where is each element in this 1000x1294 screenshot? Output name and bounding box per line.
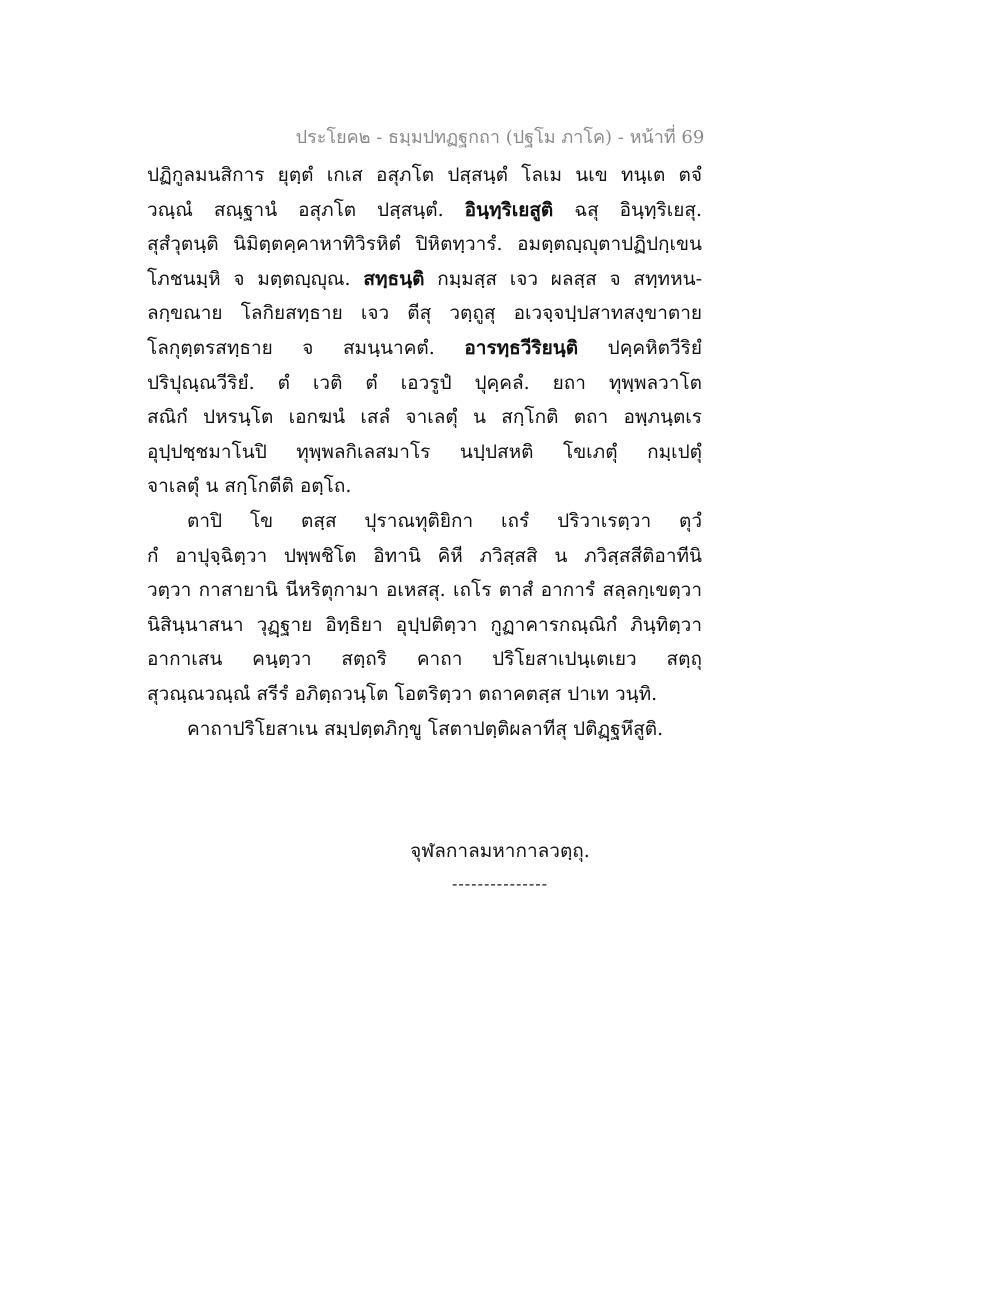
text-line: ปฏิกูลมนสิการ ยุตฺตํ เกเส อสุภโต ปสฺสนฺตํ โลเม นเข ทนฺเต ตจํ: [147, 164, 702, 186]
text-line: สุสํวุตนฺติ นิมิตฺตคฺคาหาทิวิรหิตํ ปิหิตทฺวารํ. อมตฺตญฺญุตาปฏิปกฺเขน: [147, 233, 702, 256]
text-line: อุปฺปชฺชมาโนปิ ทุพฺพลกิเลสมาโร นปฺปสหติ โขเภตุํ กมฺเปตุํ: [147, 440, 702, 463]
separator-line: ---------------: [451, 874, 549, 893]
text-segment: ฉสุ อินฺทฺริเยสุ.: [574, 198, 702, 221]
bold-term: สทฺธนฺติ: [363, 267, 425, 290]
text-line: [147, 193, 702, 228]
text-line: อากาเสน คนฺตฺวา สตฺถริ คาถา ปริโยสาเปนฺเตเยว สตฺถุ: [147, 648, 702, 671]
text-segment: วณฺณํ สณฺฐานํ อสุภโต ปสฺสนฺตํ.: [147, 198, 444, 221]
text-line: ปริปุณฺณวีริยํ. ตํ เวติ ตํ เอวรูปํ ปุคฺคลํ. ยถา ทุพฺพลวาโต: [147, 371, 702, 394]
text-line: [147, 262, 702, 297]
page-header-text: ประโยค๒ - ธมฺมปทฏฐกถา (ปฐโม ภาโค) - หน้าที่ 69: [295, 127, 705, 148]
text-line: กํ อาปุจฺฉิตฺวา ปพฺพชิโต อิทานิ คิหี ภวิสฺสสิ น ภวิสฺสสีติอาทีนิ: [147, 544, 702, 567]
text-line: ตาปิ โข ตสฺส ปุราณทุติยิกา เถรํ ปริวาเรตฺวา ตุวํ: [187, 509, 702, 532]
text-line: สณิกํ ปหรนฺโต เอกฆนํ เสลํ จาเลตุํ น สกฺโกติ ตถา อพฺภนฺตเร: [147, 406, 702, 429]
text-line: นิสินฺนาสนา วุฏฺฐาย อิทฺธิยา อุปฺปติตฺวา กูฏาคารกณฺณิกํ ภินฺทิตฺวา: [147, 613, 702, 636]
text-line: สุวณฺณวณฺณํ สรีรํ อภิตฺถวนฺโต โอตริตฺวา ตถาคตสฺส ปาเท วนฺทิ.: [147, 682, 658, 705]
text-line: วตฺวา กาสายานิ นีหริตุกามา อเหสสุ. เถโร ตาสํ อาการํ สลฺลกฺเขตฺวา: [147, 579, 702, 602]
text-segment: โลกุตฺตรสทฺธาย จ สมนฺนาคตํ.: [147, 336, 435, 359]
text-line: จาเลตุํ น สกฺโกตีติ อตฺโถ.: [147, 475, 352, 498]
bold-term: อารทฺธวีริยนฺติ: [464, 336, 579, 359]
text-line: ลกฺขณาย โลกิยสทฺธาย เจว ตีสุ วตฺถูสุ อเวจฺจปฺปสาทสงฺขาตาย: [147, 302, 702, 325]
bold-term: อินฺทฺริเยสูติ: [464, 198, 554, 221]
text-segment: ปคฺคหิตวีริยํ: [607, 336, 702, 359]
text-segment: กมฺมสฺส เจว ผลสฺส จ สทฺทหน-: [437, 267, 702, 290]
text-line: [147, 331, 702, 366]
page-header: [0, 122, 1000, 151]
document-body: [147, 158, 702, 746]
text-segment: โภชนมฺหิ จ มตฺตญฺญุณ.: [147, 267, 351, 290]
closing-title: จุฬลกาลมหากาลวตฺถุ.: [410, 840, 590, 862]
text-line: คาถาปริโยสาเน สมฺปตฺตภิกฺขู โสตาปตฺติผลาทีสุ ปติฏฺฐหึสูติ.: [187, 717, 664, 740]
